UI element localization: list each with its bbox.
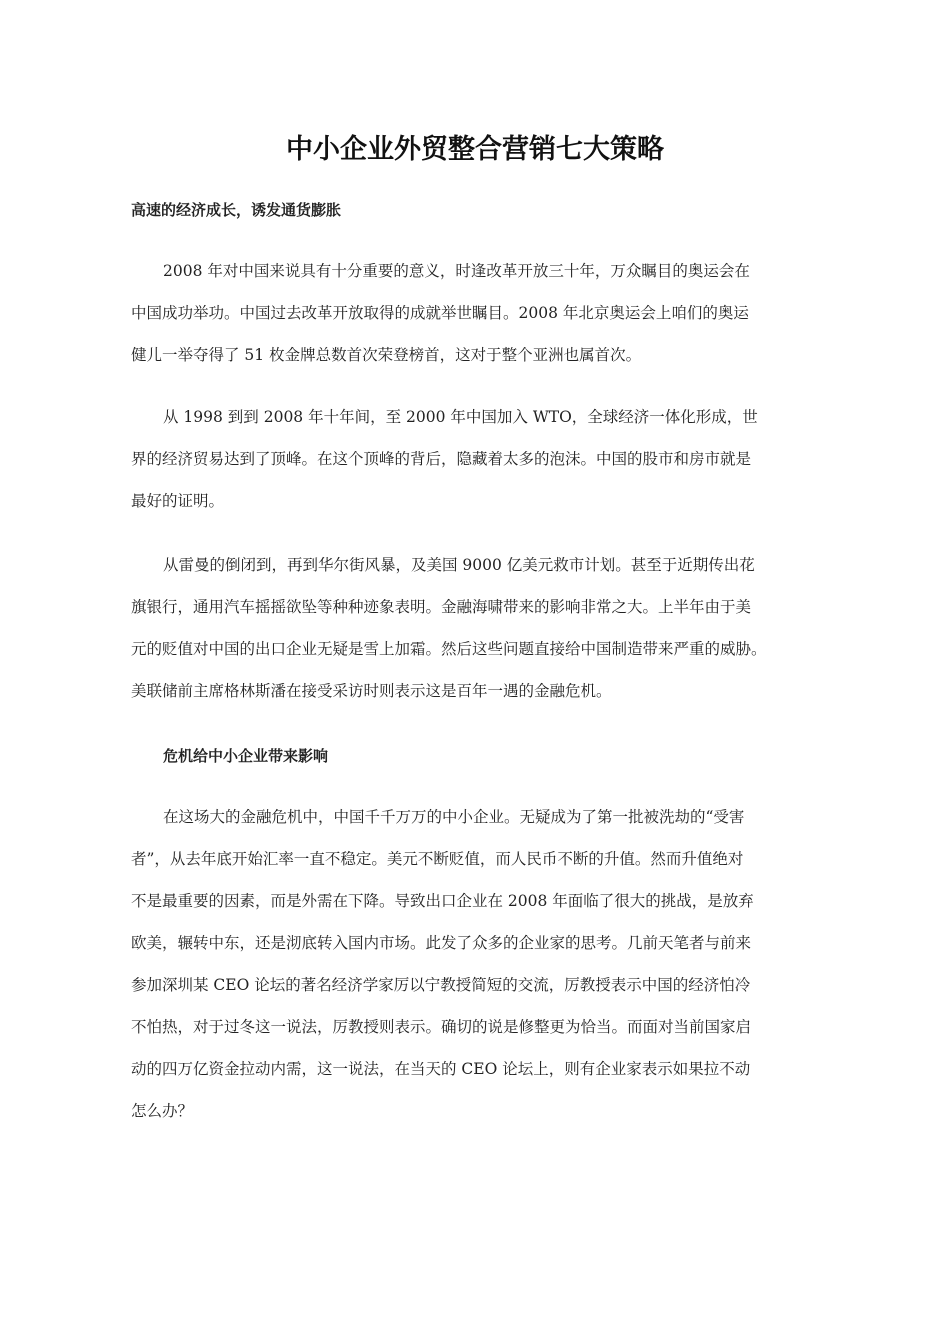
paragraph-line: 中国成功举功。中国过去改革开放取得的成就举世瞩目。2008 年北京奥运会上咱们的奥运: [131, 304, 749, 322]
paragraph-line: 健儿一举夺得了 51 枚金牌总数首次荣登榜首，这对于整个亚洲也属首次。: [131, 346, 642, 364]
paragraph-line: 者”，从去年底开始汇率一直不稳定。美元不断贬值，而人民币不断的升值。然而升值绝对: [131, 850, 744, 868]
paragraph-line: 欧美，辗转中东，还是沏底转入国内市场。此发了众多的企业家的思考。几前天笔者与前来: [131, 934, 752, 952]
paragraph-line: 2008 年对中国来说具有十分重要的意义，时逢改革开放三十年，万众瞩目的奥运会在: [163, 262, 750, 280]
paragraph-line: 界的经济贸易达到了顶峰。在这个顶峰的背后，隐藏着太多的泡沫。中国的股市和房市就是: [131, 450, 752, 468]
paragraph-line: 参加深圳某 CEO 论坛的著名经济学家厉以宁教授简短的交流，厉教授表示中国的经济怕冷: [131, 976, 751, 994]
paragraph-line: 不是最重要的因素，而是外需在下降。导致出口企业在 2008 年面临了很大的挑战，是放弃: [131, 892, 754, 910]
section-heading-inflation: 高速的经济成长，诱发通货膨胀: [131, 201, 342, 219]
paragraph-olympics: [131, 250, 811, 376]
paragraph-line: 不怕热，对于过冬这一说法，厉教授则表示。确切的说是修整更为恰当。而面对当前国家启: [131, 1018, 752, 1036]
paragraph-line: 从 1998 到到 2008 年十年间，至 2000 年中国加入 WTO，全球经济一体化形成，世: [163, 408, 758, 426]
paragraph-financial-crisis: [131, 544, 811, 712]
paragraph-wto: [131, 396, 811, 522]
paragraph-line: 元的贬值对中国的出口企业无疑是雪上加霜。然后这些问题直接给中国制造带来严重的威胁。: [131, 640, 767, 658]
paragraph-line: 在这场大的金融危机中，中国千千万万的中小企业。无疑成为了第一批被洗劫的“受害: [163, 808, 745, 826]
paragraph-line: 怎么办？: [131, 1102, 194, 1120]
paragraph-line: 动的四万亿资金拉动内需，这一说法，在当天的 CEO 论坛上，则有企业家表示如果拉不动: [131, 1060, 751, 1078]
paragraph-line: 从雷曼的倒闭到，再到华尔街风暴，及美国 9000 亿美元救市计划。甚至于近期传出花: [163, 556, 755, 574]
paragraph-line: 最好的证明。: [131, 492, 225, 510]
document-title: 中小企业外贸整合营销七大策略: [286, 134, 664, 165]
paragraph-sme: [131, 796, 811, 1132]
section-heading-sme-impact: 危机给中小企业带来影响: [163, 747, 329, 765]
paragraph-line: 美联储前主席格林斯潘在接受采访时则表示这是百年一遇的金融危机。: [131, 682, 612, 700]
paragraph-line: 旗银行，通用汽车摇摇欲坠等种种迹象表明。金融海啸带来的影响非常之大。上半年由于美: [131, 598, 752, 616]
